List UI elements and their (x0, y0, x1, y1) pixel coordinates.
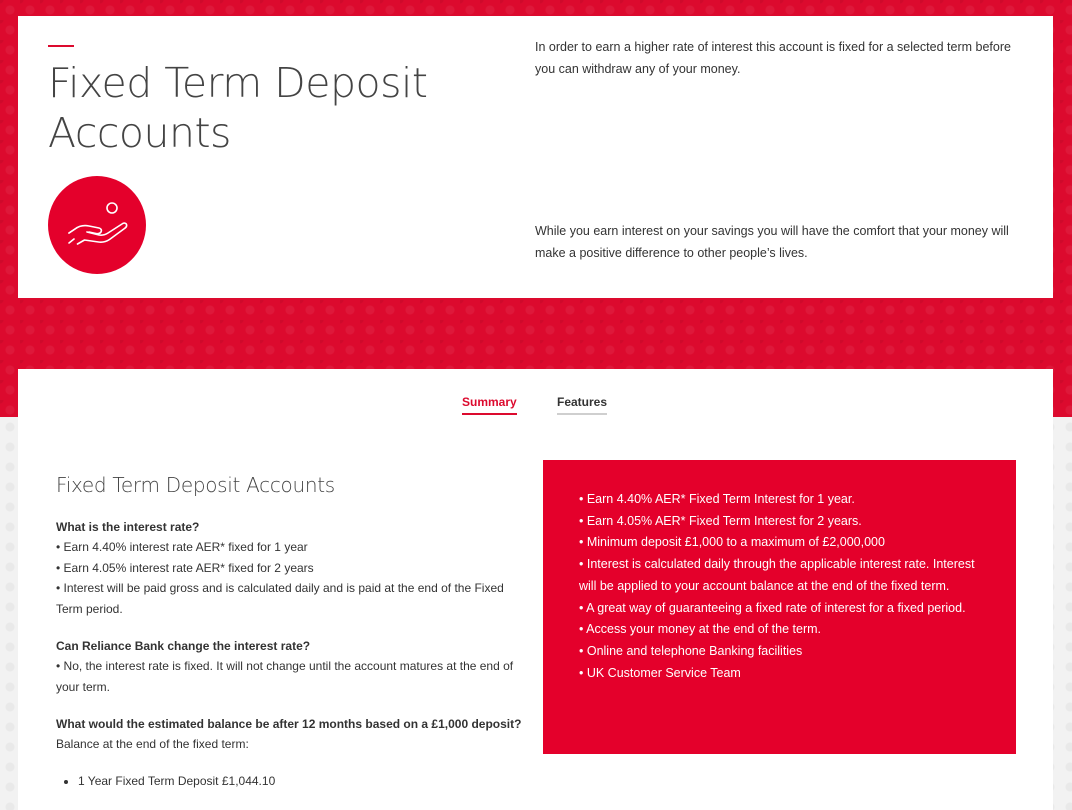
highlight-item: • UK Customer Service Team (579, 665, 741, 680)
highlight-item: • Interest is calculated daily through the applicable interest rate. Interest will be applied to your account balance at the end of the fixed term. (579, 557, 975, 593)
title-accent-line (48, 45, 74, 47)
highlights-box (543, 460, 1016, 754)
answer-item: • Earn 4.05% interest rate AER* fixed for 2 years (56, 560, 314, 575)
question-interest-rate: What is the interest rate? (56, 520, 200, 534)
answer-item: • Interest will be paid gross and is calculated daily and is paid at the end of the Fixed Term period. (56, 581, 504, 616)
page-title (48, 58, 488, 158)
summary-column (56, 473, 526, 791)
tab-summary[interactable]: Summary (462, 395, 517, 415)
question-change-rate: Can Reliance Bank change the interest rate? (56, 639, 311, 653)
tab-features[interactable]: Features (557, 395, 607, 415)
question-estimated-balance: What would the estimated balance be after 12 months based on a £1,000 deposit? (56, 717, 522, 731)
balance-intro: Balance at the end of the fixed term: (56, 737, 249, 751)
answer-item: • No, the interest rate is fixed. It will not change until the account matures at the end of your term. (56, 659, 514, 694)
page-title-line1: Fixed Term Deposit (48, 59, 428, 107)
list-item: • 1 Year Fixed Term Deposit £1,044.10 (78, 771, 526, 791)
highlight-item: • Minimum deposit £1,000 to a maximum of £2,000,000 (579, 535, 885, 550)
highlight-item: • A great way of guaranteeing a fixed rate of interest for a fixed period. (579, 600, 966, 615)
page-title-line2: Accounts (48, 109, 231, 157)
highlight-item: • Online and telephone Banking facilities (579, 643, 803, 658)
hand-coin-icon (48, 176, 146, 274)
summary-title: Fixed Term Deposit Accounts (56, 473, 335, 497)
highlight-item: • Access your money at the end of the term. (579, 622, 821, 637)
hero-card (18, 16, 1053, 298)
intro-paragraph: In order to earn a higher rate of interest this account is fixed for a selected term before you can withdraw any of your money. (535, 40, 1011, 76)
answer-item: • Earn 4.40% interest rate AER* fixed for 1 year (56, 540, 308, 554)
highlight-item: • Earn 4.40% AER* Fixed Term Interest for 1 year. (579, 492, 855, 506)
content-card (18, 369, 1053, 810)
balance-list (78, 771, 526, 791)
tab-bar (18, 395, 1053, 417)
impact-paragraph: While you earn interest on your savings you will have the comfort that your money will make a positive difference to other people’s lives. (535, 224, 1009, 260)
highlight-item: • Earn 4.05% AER* Fixed Term Interest for 2 years. (579, 513, 862, 528)
